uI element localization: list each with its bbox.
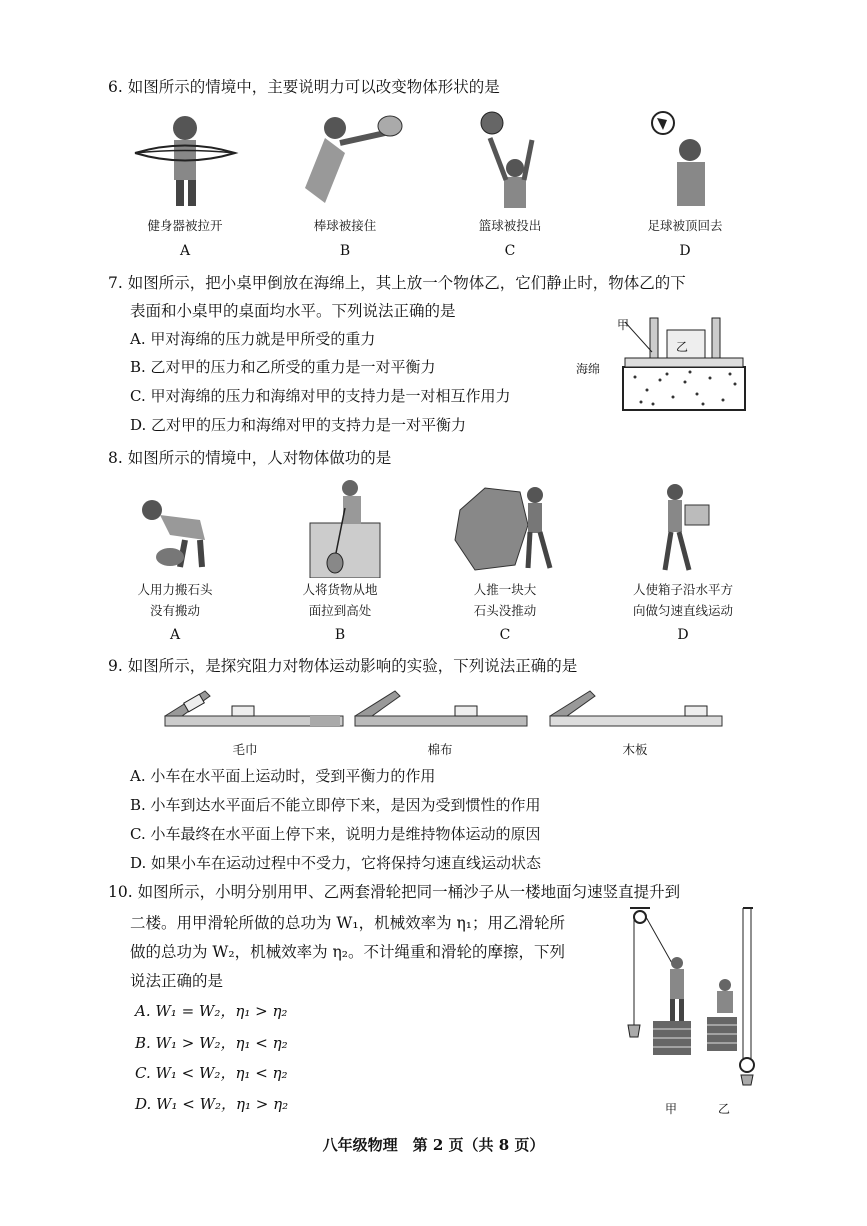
q10-stem-line1: 10. 如图所示，小明分别用甲、乙两套滑轮把同一桶沙子从一楼地面匀速竖直提升到 (108, 883, 681, 901)
q7-option-b: B. 乙对甲的压力和乙所受的重力是一对平衡力 (130, 358, 436, 376)
q6-stem: 6. 如图所示的情境中，主要说明力可以改变物体形状的是 (108, 78, 500, 96)
q10-option-a: A. W₁ = W₂，η₁ > η₂ (135, 1002, 288, 1020)
q10-option-b: B. W₁ > W₂，η₁ < η₂ (135, 1034, 288, 1052)
q9-option-b: B. 小车到达水平面后不能立即停下来，是因为受到惯性的作用 (130, 796, 541, 814)
q8-figure-b (305, 478, 385, 578)
q9-figure-towel (160, 686, 345, 731)
page-footer: 八年级物理 第 2 页（共 8 页） (322, 1136, 545, 1154)
q6-figure-d (645, 108, 735, 208)
q9-option-d: D. 如果小车在运动过程中不受力，它将保持匀速直线运动状态 (130, 854, 542, 872)
q8-caption-c-line1: 人推一块大 (473, 582, 537, 597)
q8-caption-b-line1: 人将货物从地 (302, 582, 378, 597)
q7-stem-line2: 表面和小桌甲的桌面均水平。下列说法正确的是 (130, 302, 456, 320)
q6-letter-b: B (339, 243, 351, 259)
q8-caption-c-line2: 石头没推动 (473, 603, 537, 618)
q10-stem-line3: 做的总功为 W₂，机械效率为 η₂。不计绳重和滑轮的摩擦，下列 (130, 943, 566, 961)
q6-figure-c (470, 108, 560, 208)
q10-stem-line2: 二楼。用甲滑轮所做的总功为 W₁，机械效率为 η₁；用乙滑轮所 (130, 914, 566, 932)
q9-figure-wood (545, 686, 725, 731)
q9-option-a: A. 小车在水平面上运动时，受到平衡力的作用 (130, 767, 436, 785)
q7-option-a: A. 甲对海绵的压力就是甲所受的重力 (130, 330, 376, 348)
q6-caption-b: 棒球被接住 (313, 218, 377, 233)
q7-stem-line1: 7. 如图所示，把小桌甲倒放在海绵上，其上放一个物体乙，它们静止时，物体乙的下 (108, 274, 686, 292)
q10-option-d: D. W₁ < W₂，η₁ > η₂ (135, 1095, 289, 1113)
q8-caption-a-line1: 人用力搬石头 (137, 582, 213, 597)
q8-caption-b-line2: 面拉到高处 (308, 603, 372, 618)
q6-figure-a (130, 108, 240, 208)
q6-caption-a: 健身器被拉开 (147, 218, 223, 233)
q6-caption-c: 篮球被投出 (478, 218, 542, 233)
q8-caption-d-line1: 人使箱子沿水平方 (632, 582, 733, 597)
q7-option-d: D. 乙对甲的压力和海绵对甲的支持力是一对平衡力 (130, 416, 467, 434)
q7-option-c: C. 甲对海绵的压力和海绵对甲的支持力是一对相互作用力 (130, 387, 511, 405)
q6-caption-d: 足球被顶回去 (647, 218, 723, 233)
q9-stem: 9. 如图所示，是探究阻力对物体运动影响的实验，下列说法正确的是 (108, 657, 578, 675)
q6-letter-d: D (679, 243, 691, 259)
q6-letter-c: C (504, 243, 516, 259)
q8-letter-c: C (499, 627, 511, 643)
q8-figure-a (130, 485, 220, 570)
q9-label-cotton: 棉布 (427, 742, 453, 757)
q10-label-jia: 甲 (665, 1102, 678, 1116)
q7-figure (575, 312, 750, 412)
q7-label-yi: 乙 (676, 340, 689, 354)
q8-caption-a-line2: 没有搬动 (149, 603, 200, 618)
q10-option-c: C. W₁ < W₂，η₁ < η₂ (135, 1064, 288, 1082)
q8-letter-b: B (334, 627, 346, 643)
q8-letter-d: D (677, 627, 689, 643)
q10-figure-pulleys (625, 905, 760, 1090)
q9-option-c: C. 小车最终在水平面上停下来，说明力是维持物体运动的原因 (130, 825, 541, 843)
q6-letter-a: A (179, 243, 191, 259)
q6-figure-b (285, 108, 405, 208)
q9-label-towel: 毛巾 (232, 742, 258, 757)
q7-label-jia: 甲 (617, 318, 630, 332)
q8-letter-a: A (169, 627, 181, 643)
q9-label-wood: 木板 (622, 742, 648, 757)
q8-figure-c (450, 480, 560, 575)
q9-figure-cotton (350, 686, 530, 731)
q10-label-yi: 乙 (718, 1102, 731, 1116)
q7-label-sponge: 海绵 (576, 362, 601, 376)
q8-caption-d-line2: 向做匀速直线运动 (632, 603, 733, 618)
q8-figure-d (655, 480, 715, 575)
q8-stem: 8. 如图所示的情境中，人对物体做功的是 (108, 449, 392, 467)
q10-stem-line4: 说法正确的是 (130, 972, 224, 990)
